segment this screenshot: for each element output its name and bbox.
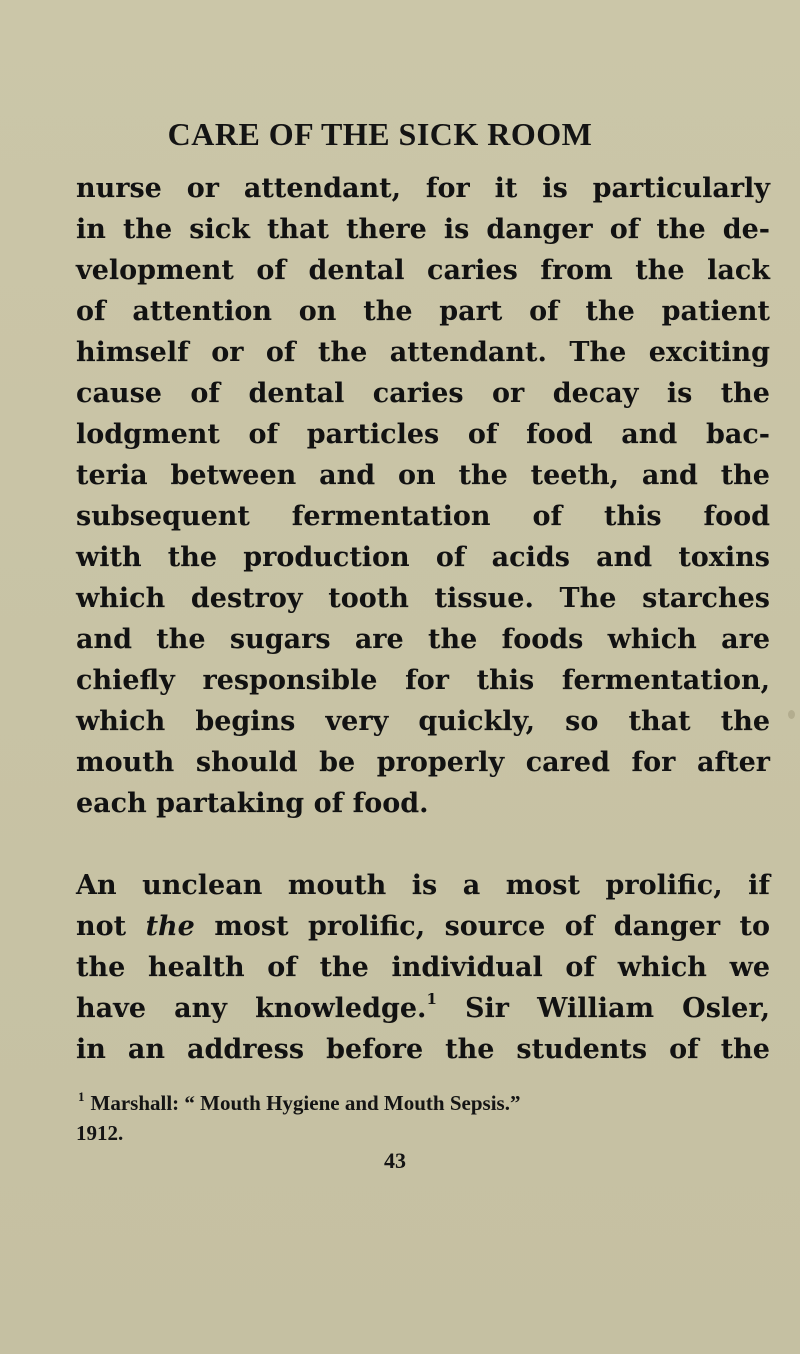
text-line: in the sick that there is danger of the de-	[76, 214, 770, 245]
footnote-text: Marshall: “ Mouth Hygiene and Mouth Sepsis.”	[90, 1091, 521, 1115]
footnote-reference: 1	[426, 990, 437, 1008]
paragraph-gap	[76, 824, 770, 865]
text-line: each partaking of food.	[76, 788, 429, 819]
text-line: subsequent fermentation of this food	[76, 501, 770, 532]
text-line	[76, 988, 770, 1029]
text-span: not	[76, 911, 146, 942]
text-span: most prolific, source of danger to	[194, 911, 771, 942]
footnote-marker: 1	[78, 1089, 85, 1104]
text-line: velopment of dental caries from the lack	[76, 255, 770, 286]
text-line: himself or of the attendant. The exciting	[76, 337, 770, 368]
text-line: teria between and on the teeth, and the	[76, 460, 770, 491]
text-line	[76, 906, 770, 947]
paragraph-1	[76, 168, 770, 824]
paragraph-2	[76, 865, 770, 1070]
text-line: chiefly responsible for this fermentation,	[76, 665, 770, 696]
text-line: in an address before the students of the	[76, 1034, 770, 1065]
text-line: nurse or attendant, for it is particularly	[76, 173, 770, 204]
italic-emphasis: the	[145, 911, 195, 942]
running-head: CARE OF THE SICK ROOM	[167, 116, 593, 152]
footnote	[76, 1088, 770, 1148]
text-line: with the production of acids and toxins	[76, 542, 770, 573]
text-line: lodgment of particles of food and bac-	[76, 419, 770, 450]
paper-speck	[788, 710, 795, 719]
page-number: 43	[384, 1148, 406, 1173]
text-span: Sir William Osler,	[436, 993, 771, 1024]
text-line: and the sugars are the foods which are	[76, 624, 770, 655]
footnote-line	[76, 1088, 770, 1118]
text-line: An unclean mouth is a most prolific, if	[76, 870, 770, 901]
text-line: which destroy tooth tissue. The starches	[76, 583, 770, 614]
text-line: of attention on the part of the patient	[76, 296, 770, 327]
footnote-line: 1912.	[76, 1121, 124, 1145]
text-line: mouth should be properly cared for after	[76, 747, 770, 778]
text-span: have any knowledge.	[76, 993, 427, 1024]
text-line: cause of dental caries or decay is the	[76, 378, 770, 409]
text-line: which begins very quickly, so that the	[76, 706, 770, 737]
body-text	[76, 168, 770, 1070]
text-line: the health of the individual of which we	[76, 952, 770, 983]
